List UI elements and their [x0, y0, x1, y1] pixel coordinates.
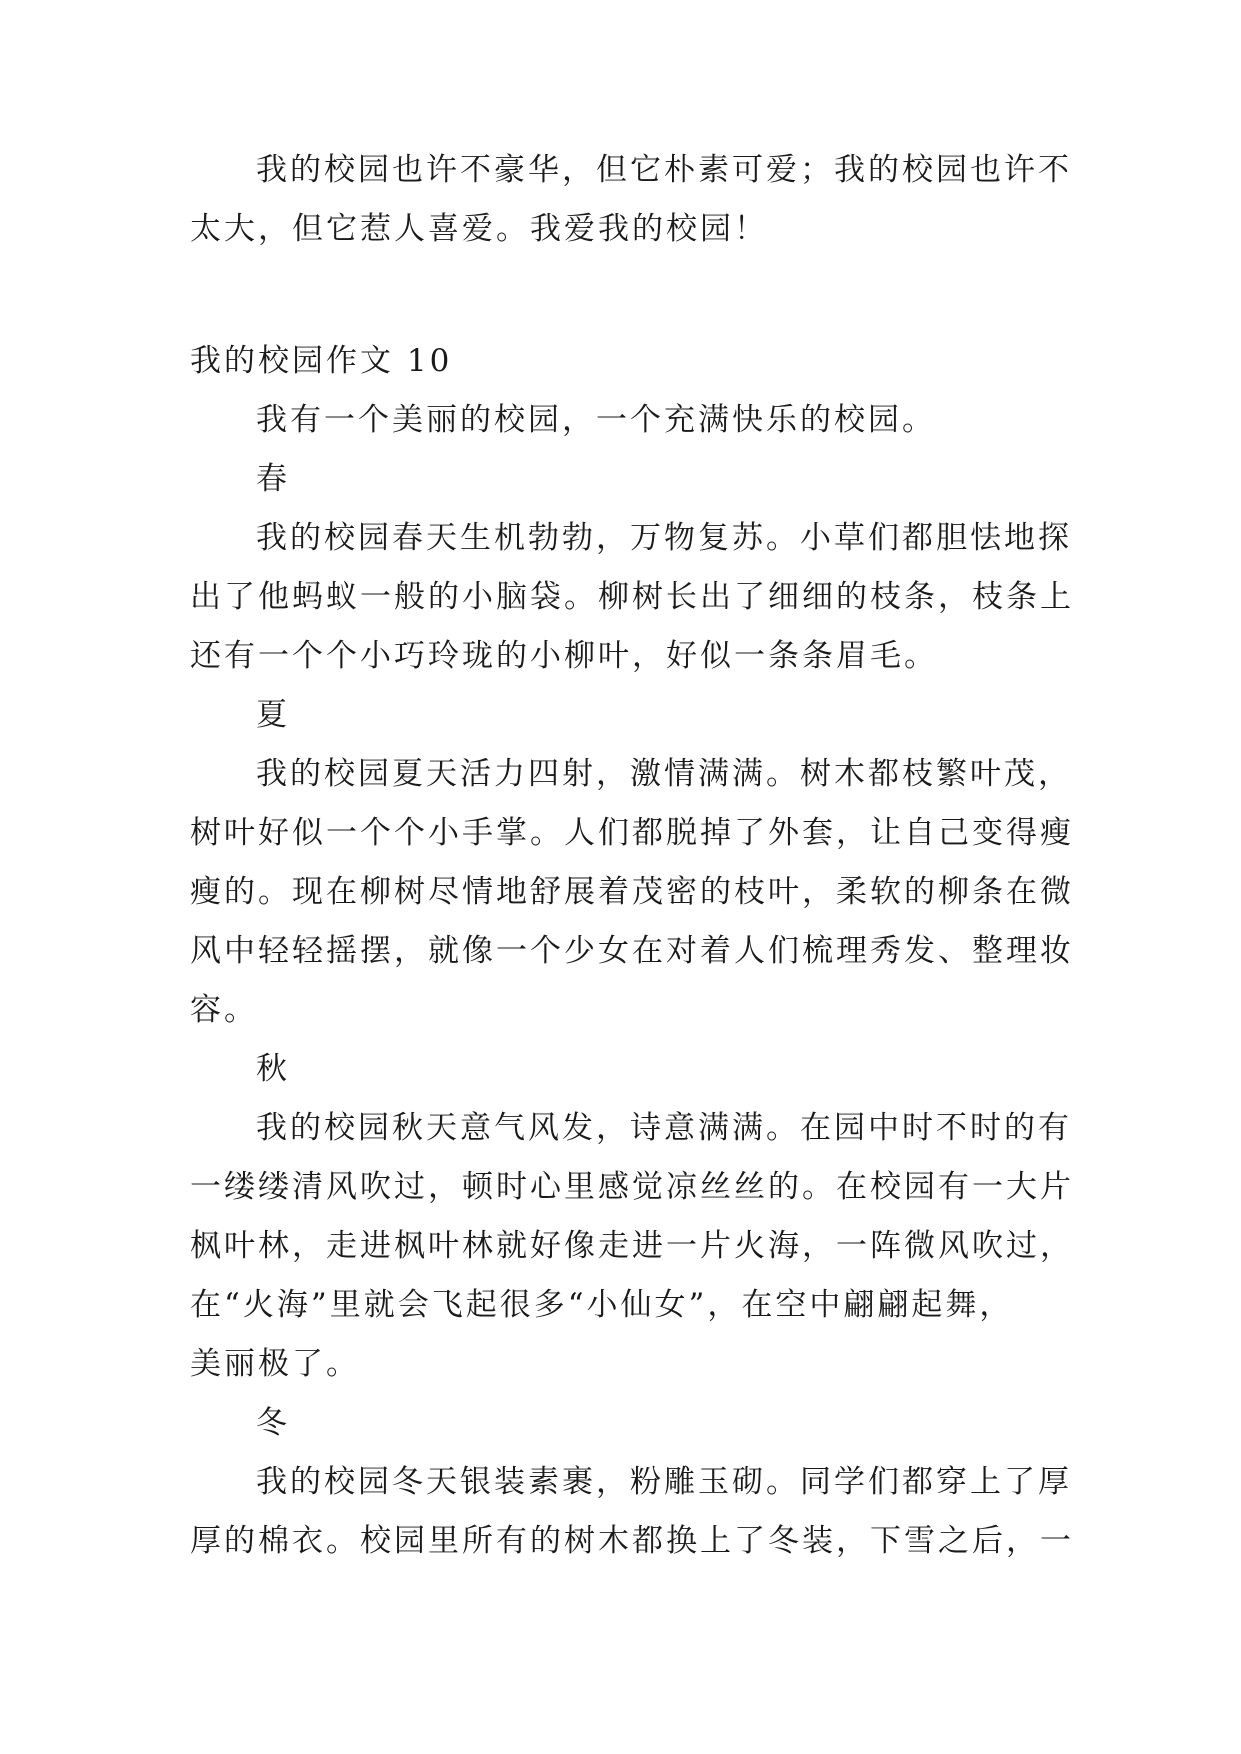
season-heading-winter: 冬 — [256, 1405, 290, 1441]
text-line: 容。 — [190, 992, 258, 1028]
text-line: 厚的棉衣。校园里所有的树木都换上了冬装，下雪之后，一 — [190, 1523, 1074, 1559]
text-line: 我的校园也许不豪华，但它朴素可爱；我的校园也许不 — [256, 152, 1072, 188]
section-title: 我的校园作文 10 — [190, 343, 453, 379]
season-heading-summer: 夏 — [256, 697, 290, 733]
text-line: 出了他蚂蚁一般的小脑袋。柳树长出了细细的枝条，枝条上 — [190, 579, 1074, 615]
season-heading-spring: 春 — [256, 461, 290, 497]
text-line: 太大，但它惹人喜爱。我爱我的校园！ — [190, 211, 768, 247]
text-line: 瘦的。现在柳树尽情地舒展着茂密的枝叶，柔软的柳条在微 — [190, 874, 1074, 910]
text-line: 树叶好似一个个小手掌。人们都脱掉了外套，让自己变得瘦 — [190, 815, 1074, 851]
text-line: 一缕缕清风吹过，顿时心里感觉凉丝丝的。在校园有一大片 — [190, 1169, 1074, 1205]
text-line: 枫叶林，走进枫叶林就好像走进一片火海，一阵微风吹过， — [190, 1228, 1074, 1264]
text-line: 还有一个个小巧玲珑的小柳叶，好似一条条眉毛。 — [190, 638, 938, 674]
text-line: 风中轻轻摇摆，就像一个少女在对着人们梳理秀发、整理妆 — [190, 933, 1074, 969]
text-line: 我的校园秋天意气风发，诗意满满。在园中时不时的有 — [256, 1110, 1072, 1146]
text-line: 我的校园夏天活力四射，激情满满。树木都枝繁叶茂， — [256, 756, 1072, 792]
text-line: 我的校园冬天银装素裹，粉雕玉砌。同学们都穿上了厚 — [256, 1464, 1072, 1500]
season-heading-autumn: 秋 — [256, 1051, 290, 1087]
text-line: 我有一个美丽的校园，一个充满快乐的校园。 — [256, 402, 936, 438]
text-line: 美丽极了。 — [190, 1346, 360, 1382]
text-line: 在“火海”里就会飞起很多“小仙女”，在空中翩翩起舞， — [190, 1287, 1014, 1323]
text-line: 我的校园春天生机勃勃，万物复苏。小草们都胆怯地探 — [256, 520, 1072, 556]
